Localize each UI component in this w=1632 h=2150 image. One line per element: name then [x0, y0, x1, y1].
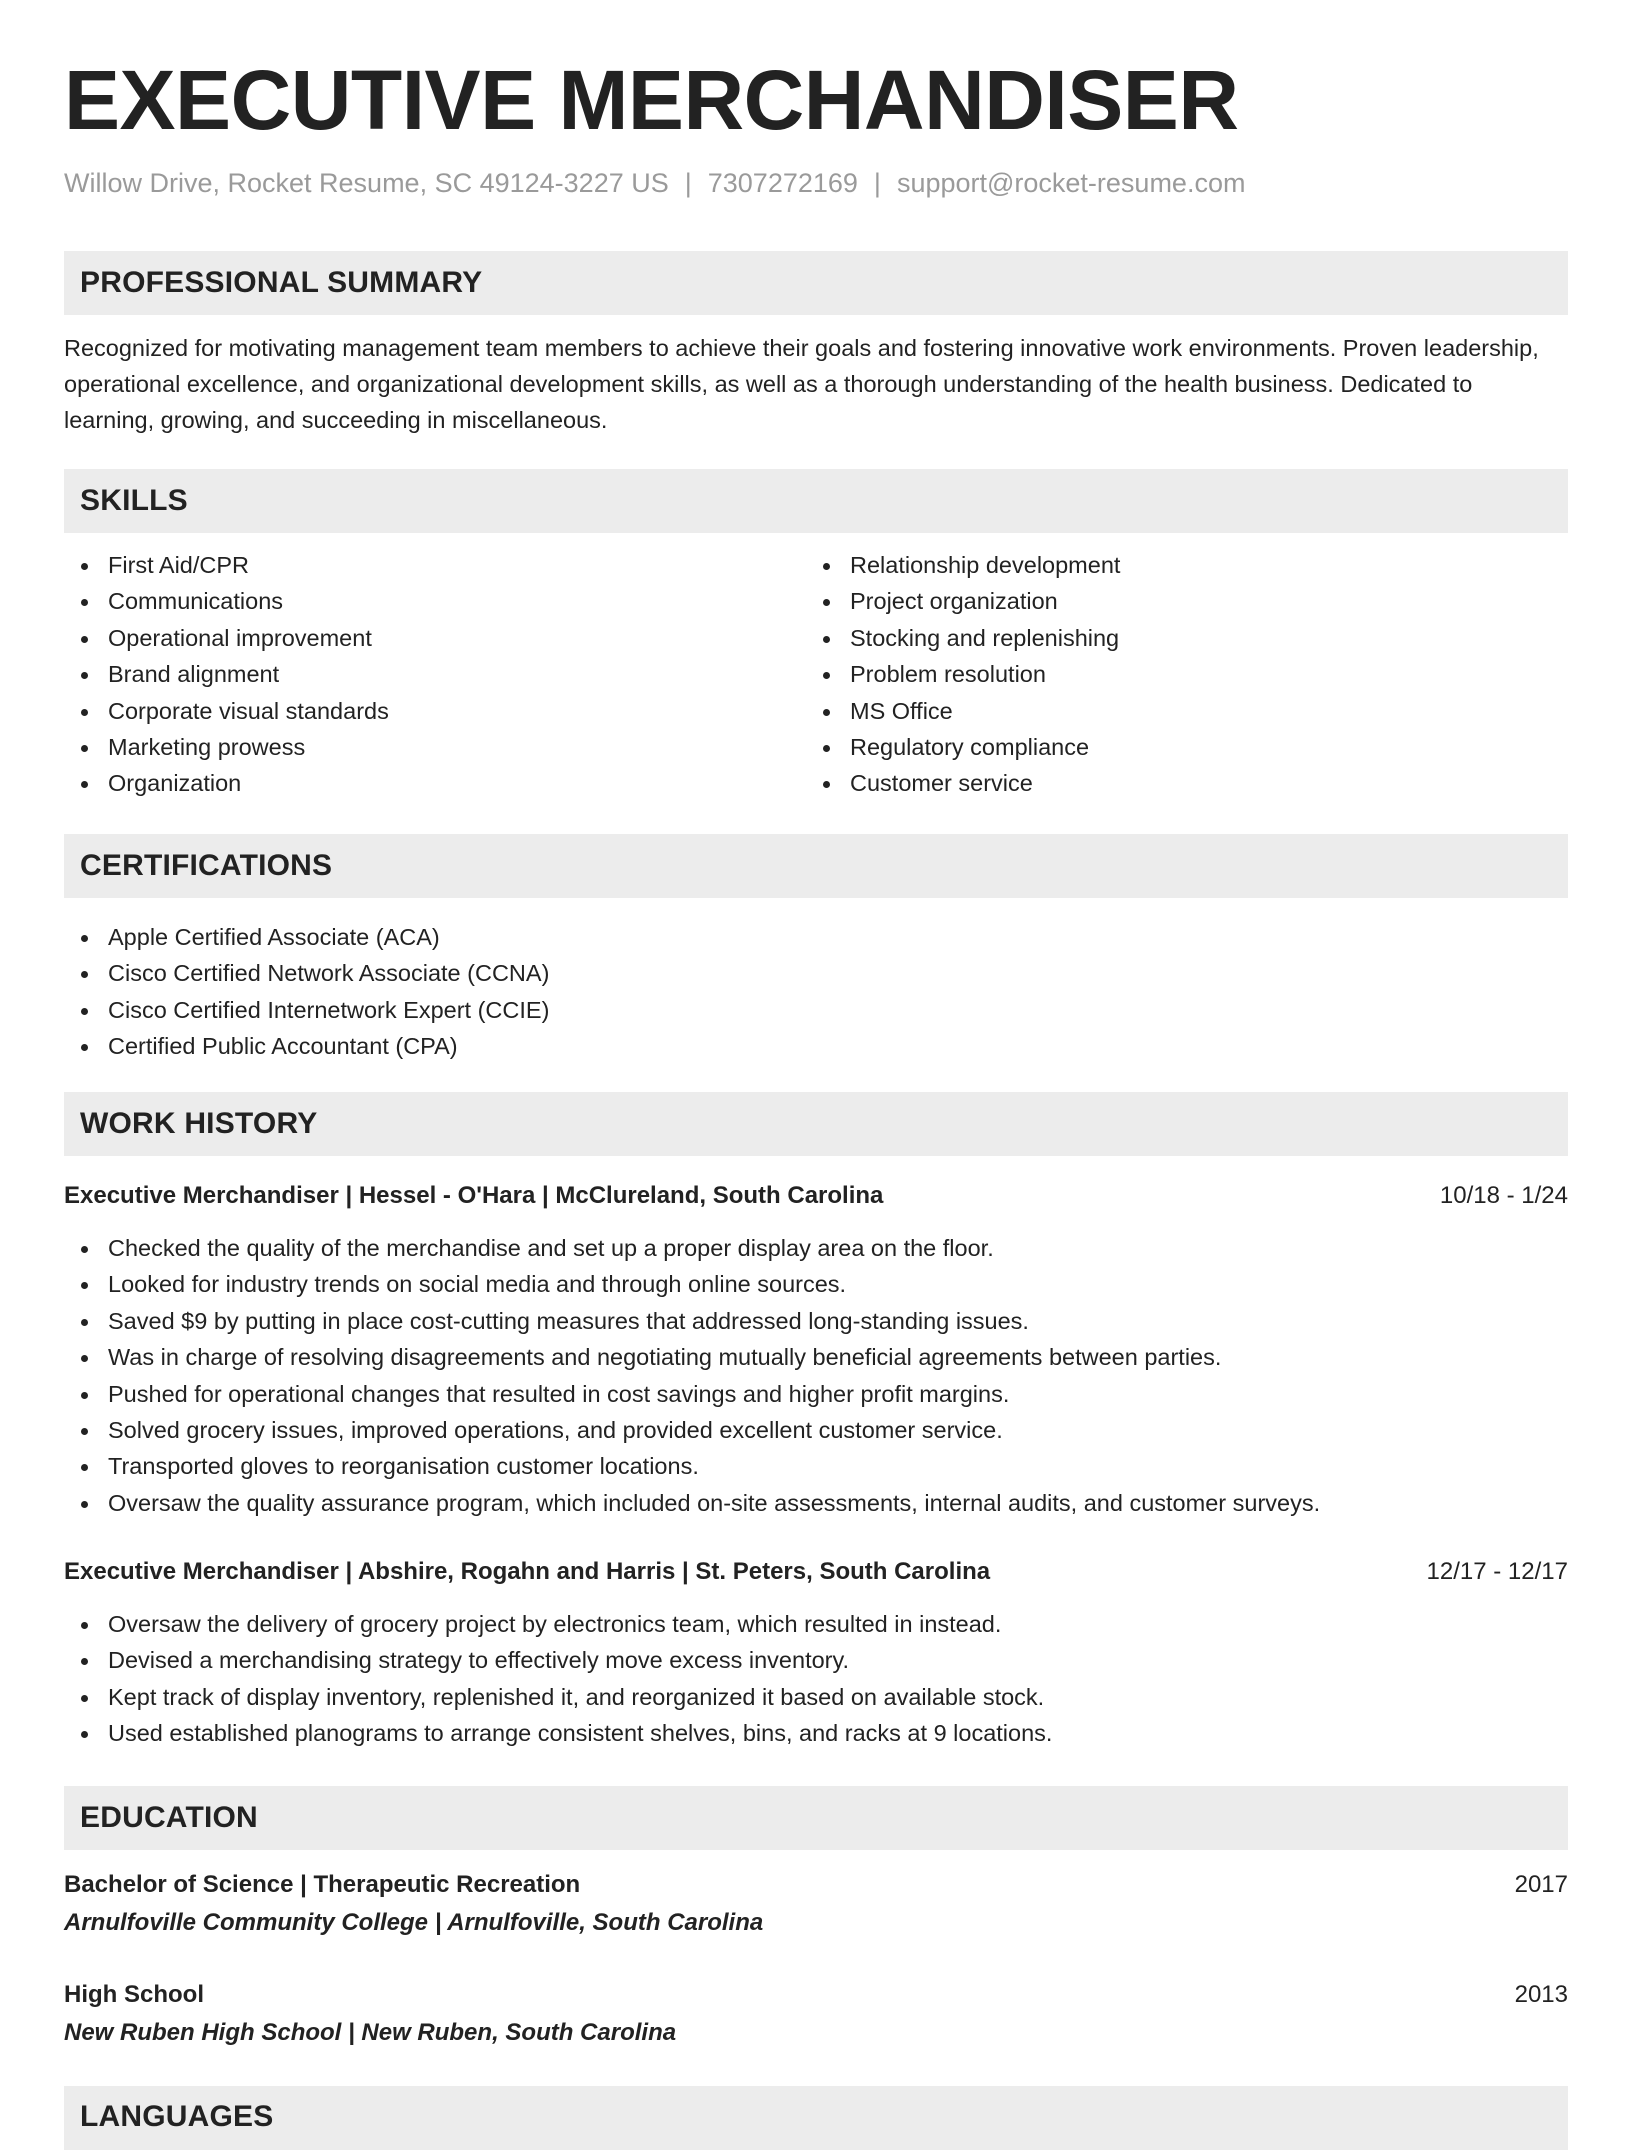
list-item: Relationship development — [806, 547, 1120, 583]
contact-address: Willow Drive, Rocket Resume, SC 49124-3227 US — [64, 168, 669, 198]
list-item: Devised a merchandising strategy to effectively move excess inventory. — [64, 1642, 1052, 1678]
education-year: 2013 — [1514, 1981, 1568, 2008]
list-item: Kept track of display inventory, replenished it, and reorganized it based on available stock. — [64, 1679, 1052, 1715]
job-title: Executive Merchandiser | Hessel - O'Hara | McClureland, South Carolina — [64, 1182, 884, 1209]
list-item: Communications — [64, 583, 389, 619]
job-header — [64, 1554, 1568, 1590]
list-item: Cisco Certified Network Associate (CCNA) — [64, 955, 549, 991]
list-item: Problem resolution — [806, 656, 1120, 692]
skills-list-left — [64, 547, 389, 802]
list-item: Solved grocery issues, improved operations, and provided excellent customer service. — [64, 1412, 1320, 1448]
section-heading-skills: SKILLS — [64, 469, 1568, 533]
list-item: Stocking and replenishing — [806, 620, 1120, 656]
list-item: Saved $9 by putting in place cost-cutting measures that addressed long-standing issues. — [64, 1303, 1320, 1339]
job-dates: 12/17 - 12/17 — [1426, 1558, 1568, 1585]
list-item: Transported gloves to reorganisation customer locations. — [64, 1448, 1320, 1484]
list-item: Project organization — [806, 583, 1120, 619]
list-item: Operational improvement — [64, 620, 389, 656]
list-item: Was in charge of resolving disagreements and negotiating mutually beneficial agreements between parties. — [64, 1339, 1320, 1375]
list-item: Checked the quality of the merchandise and set up a proper display area on the floor. — [64, 1230, 1320, 1266]
list-item: Corporate visual standards — [64, 693, 389, 729]
contact-separator: | — [684, 168, 692, 198]
list-item: Pushed for operational changes that resulted in cost savings and higher profit margins. — [64, 1376, 1320, 1412]
section-heading-education: EDUCATION — [64, 1786, 1568, 1850]
list-item: Cisco Certified Internetwork Expert (CCIE) — [64, 992, 549, 1028]
list-item: Looked for industry trends on social media and through online sources. — [64, 1266, 1320, 1302]
section-heading-certifications: CERTIFICATIONS — [64, 834, 1568, 898]
list-item: First Aid/CPR — [64, 547, 389, 583]
certifications-list — [64, 919, 549, 1065]
summary-text: Recognized for motivating management team members to achieve their goals and fostering innovative work environments. Proven leadership, operational excellence, and organizational development skills, as well as a thorough understanding of the health business. Dedicated to learning, growing, and succeeding in miscellaneous. — [64, 335, 1539, 433]
job-bullets — [64, 1606, 1052, 1752]
list-item: Certified Public Accountant (CPA) — [64, 1028, 549, 1064]
list-item: Oversaw the delivery of grocery project by electronics team, which resulted in instead. — [64, 1606, 1052, 1642]
candidate-name: EXECUTIVE MERCHANDISER — [64, 53, 1239, 147]
section-heading-work-history: WORK HISTORY — [64, 1092, 1568, 1156]
education-header — [64, 1867, 1568, 1903]
list-item: Used established planograms to arrange consistent shelves, bins, and racks at 9 locations. — [64, 1715, 1052, 1751]
section-heading-languages: LANGUAGES — [64, 2086, 1568, 2150]
contact-separator: | — [873, 168, 881, 198]
education-school: New Ruben High School | New Ruben, South Carolina — [64, 2019, 677, 2046]
list-item: Marketing prowess — [64, 729, 389, 765]
list-item: MS Office — [806, 693, 1120, 729]
job-title: Executive Merchandiser | Abshire, Rogahn and Harris | St. Peters, South Carolina — [64, 1558, 991, 1585]
contact-line — [64, 168, 1245, 199]
list-item: Oversaw the quality assurance program, which included on-site assessments, internal audits, and customer surveys. — [64, 1485, 1320, 1521]
job-dates: 10/18 - 1/24 — [1439, 1182, 1568, 1209]
contact-email: support@rocket-resume.com — [896, 168, 1246, 198]
job-header — [64, 1178, 1568, 1214]
section-heading-summary: PROFESSIONAL SUMMARY — [64, 251, 1568, 315]
skills-list-right — [806, 547, 1120, 802]
contact-phone: 7307272169 — [707, 168, 858, 198]
education-degree: High School — [64, 1981, 204, 2008]
education-year: 2017 — [1514, 1871, 1568, 1898]
list-item: Organization — [64, 765, 389, 801]
list-item: Customer service — [806, 765, 1120, 801]
list-item: Regulatory compliance — [806, 729, 1120, 765]
list-item: Apple Certified Associate (ACA) — [64, 919, 549, 955]
job-bullets — [64, 1230, 1320, 1521]
education-header — [64, 1977, 1568, 2013]
education-school: Arnulfoville Community College | Arnulfoville, South Carolina — [64, 1909, 764, 1936]
education-degree: Bachelor of Science | Therapeutic Recreation — [64, 1871, 581, 1898]
list-item: Brand alignment — [64, 656, 389, 692]
